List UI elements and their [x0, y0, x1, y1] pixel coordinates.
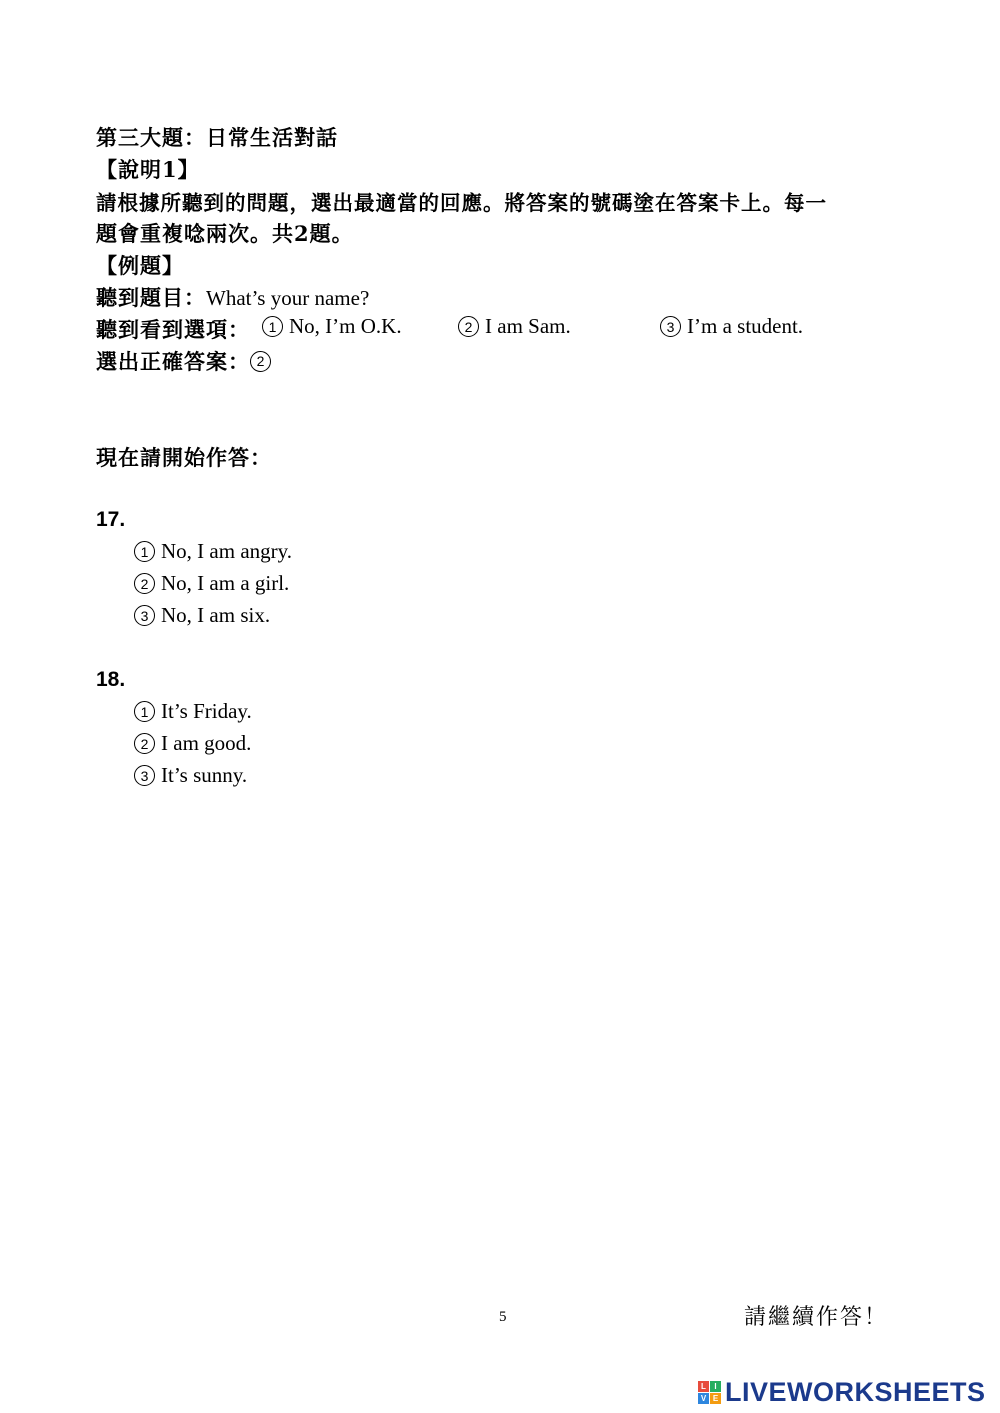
circled-number-icon: 2: [134, 733, 155, 754]
q17-option-1[interactable]: [134, 539, 292, 564]
logo-text: LIVEWORKSHEETS: [725, 1377, 986, 1407]
section-title: 第三大題：日常生活對話: [96, 125, 338, 150]
option-text: It’s Friday.: [161, 699, 252, 723]
option-text: No, I am a girl.: [161, 571, 290, 595]
circled-number-icon: 3: [134, 605, 155, 626]
continue-text: 請繼續作答！: [744, 1305, 889, 1330]
example-answer-row: [96, 346, 277, 376]
instruction-line-2: 題會重複唸兩次。共2題。: [96, 221, 354, 246]
instruction-header: 【說明1】: [96, 157, 200, 182]
page-number: 5: [499, 1309, 507, 1325]
q18-option-3[interactable]: [134, 763, 247, 788]
example-option-1: [262, 314, 402, 339]
example-option-text: No, I’m O.K.: [289, 314, 402, 338]
example-option-3: [660, 314, 803, 339]
liveworksheets-logo: [698, 1377, 986, 1408]
example-answer-label: 選出正確答案：: [96, 349, 250, 374]
circled-number-icon: 3: [660, 316, 681, 337]
q18-option-1[interactable]: [134, 699, 252, 724]
circled-number-icon: 1: [262, 316, 283, 337]
example-question-row: [96, 282, 369, 312]
option-text: No, I am six.: [161, 603, 271, 627]
circled-number-icon: 2: [134, 573, 155, 594]
instruction-line-1: 請根據所聽到的問題，選出最適當的回應。將答案的號碼塗在答案卡上。每一: [96, 191, 827, 215]
q17-option-3[interactable]: [134, 603, 270, 628]
example-header: 【例題】: [96, 253, 184, 278]
example-option-text: I am Sam.: [485, 314, 571, 338]
question-number-17: 17.: [96, 508, 126, 531]
example-question-label: 聽到題目：: [96, 285, 206, 310]
circled-number-icon: 1: [134, 701, 155, 722]
logo-tile: E: [710, 1393, 721, 1404]
example-question-text: What’s your name?: [206, 286, 370, 310]
circled-number-icon: 2: [250, 351, 271, 372]
option-text: I am good.: [161, 731, 252, 755]
logo-tiles-icon: [698, 1381, 721, 1404]
example-options-label-wrap: [96, 314, 250, 344]
example-option-text: I’m a student.: [687, 314, 804, 338]
example-options-label: 聽到看到選項：: [96, 317, 250, 342]
circled-number-icon: 1: [134, 541, 155, 562]
logo-tile: V: [698, 1393, 709, 1404]
logo-tile: I: [710, 1381, 721, 1392]
circled-number-icon: 2: [458, 316, 479, 337]
option-text: It’s sunny.: [161, 763, 248, 787]
start-prompt: 現在請開始作答：: [96, 445, 272, 470]
q17-option-2[interactable]: [134, 571, 289, 596]
circled-number-icon: 3: [134, 765, 155, 786]
question-number-18: 18.: [96, 668, 126, 691]
q18-option-2[interactable]: [134, 731, 251, 756]
option-text: No, I am angry.: [161, 539, 293, 563]
example-option-2: [458, 314, 571, 339]
logo-tile: L: [698, 1381, 709, 1392]
